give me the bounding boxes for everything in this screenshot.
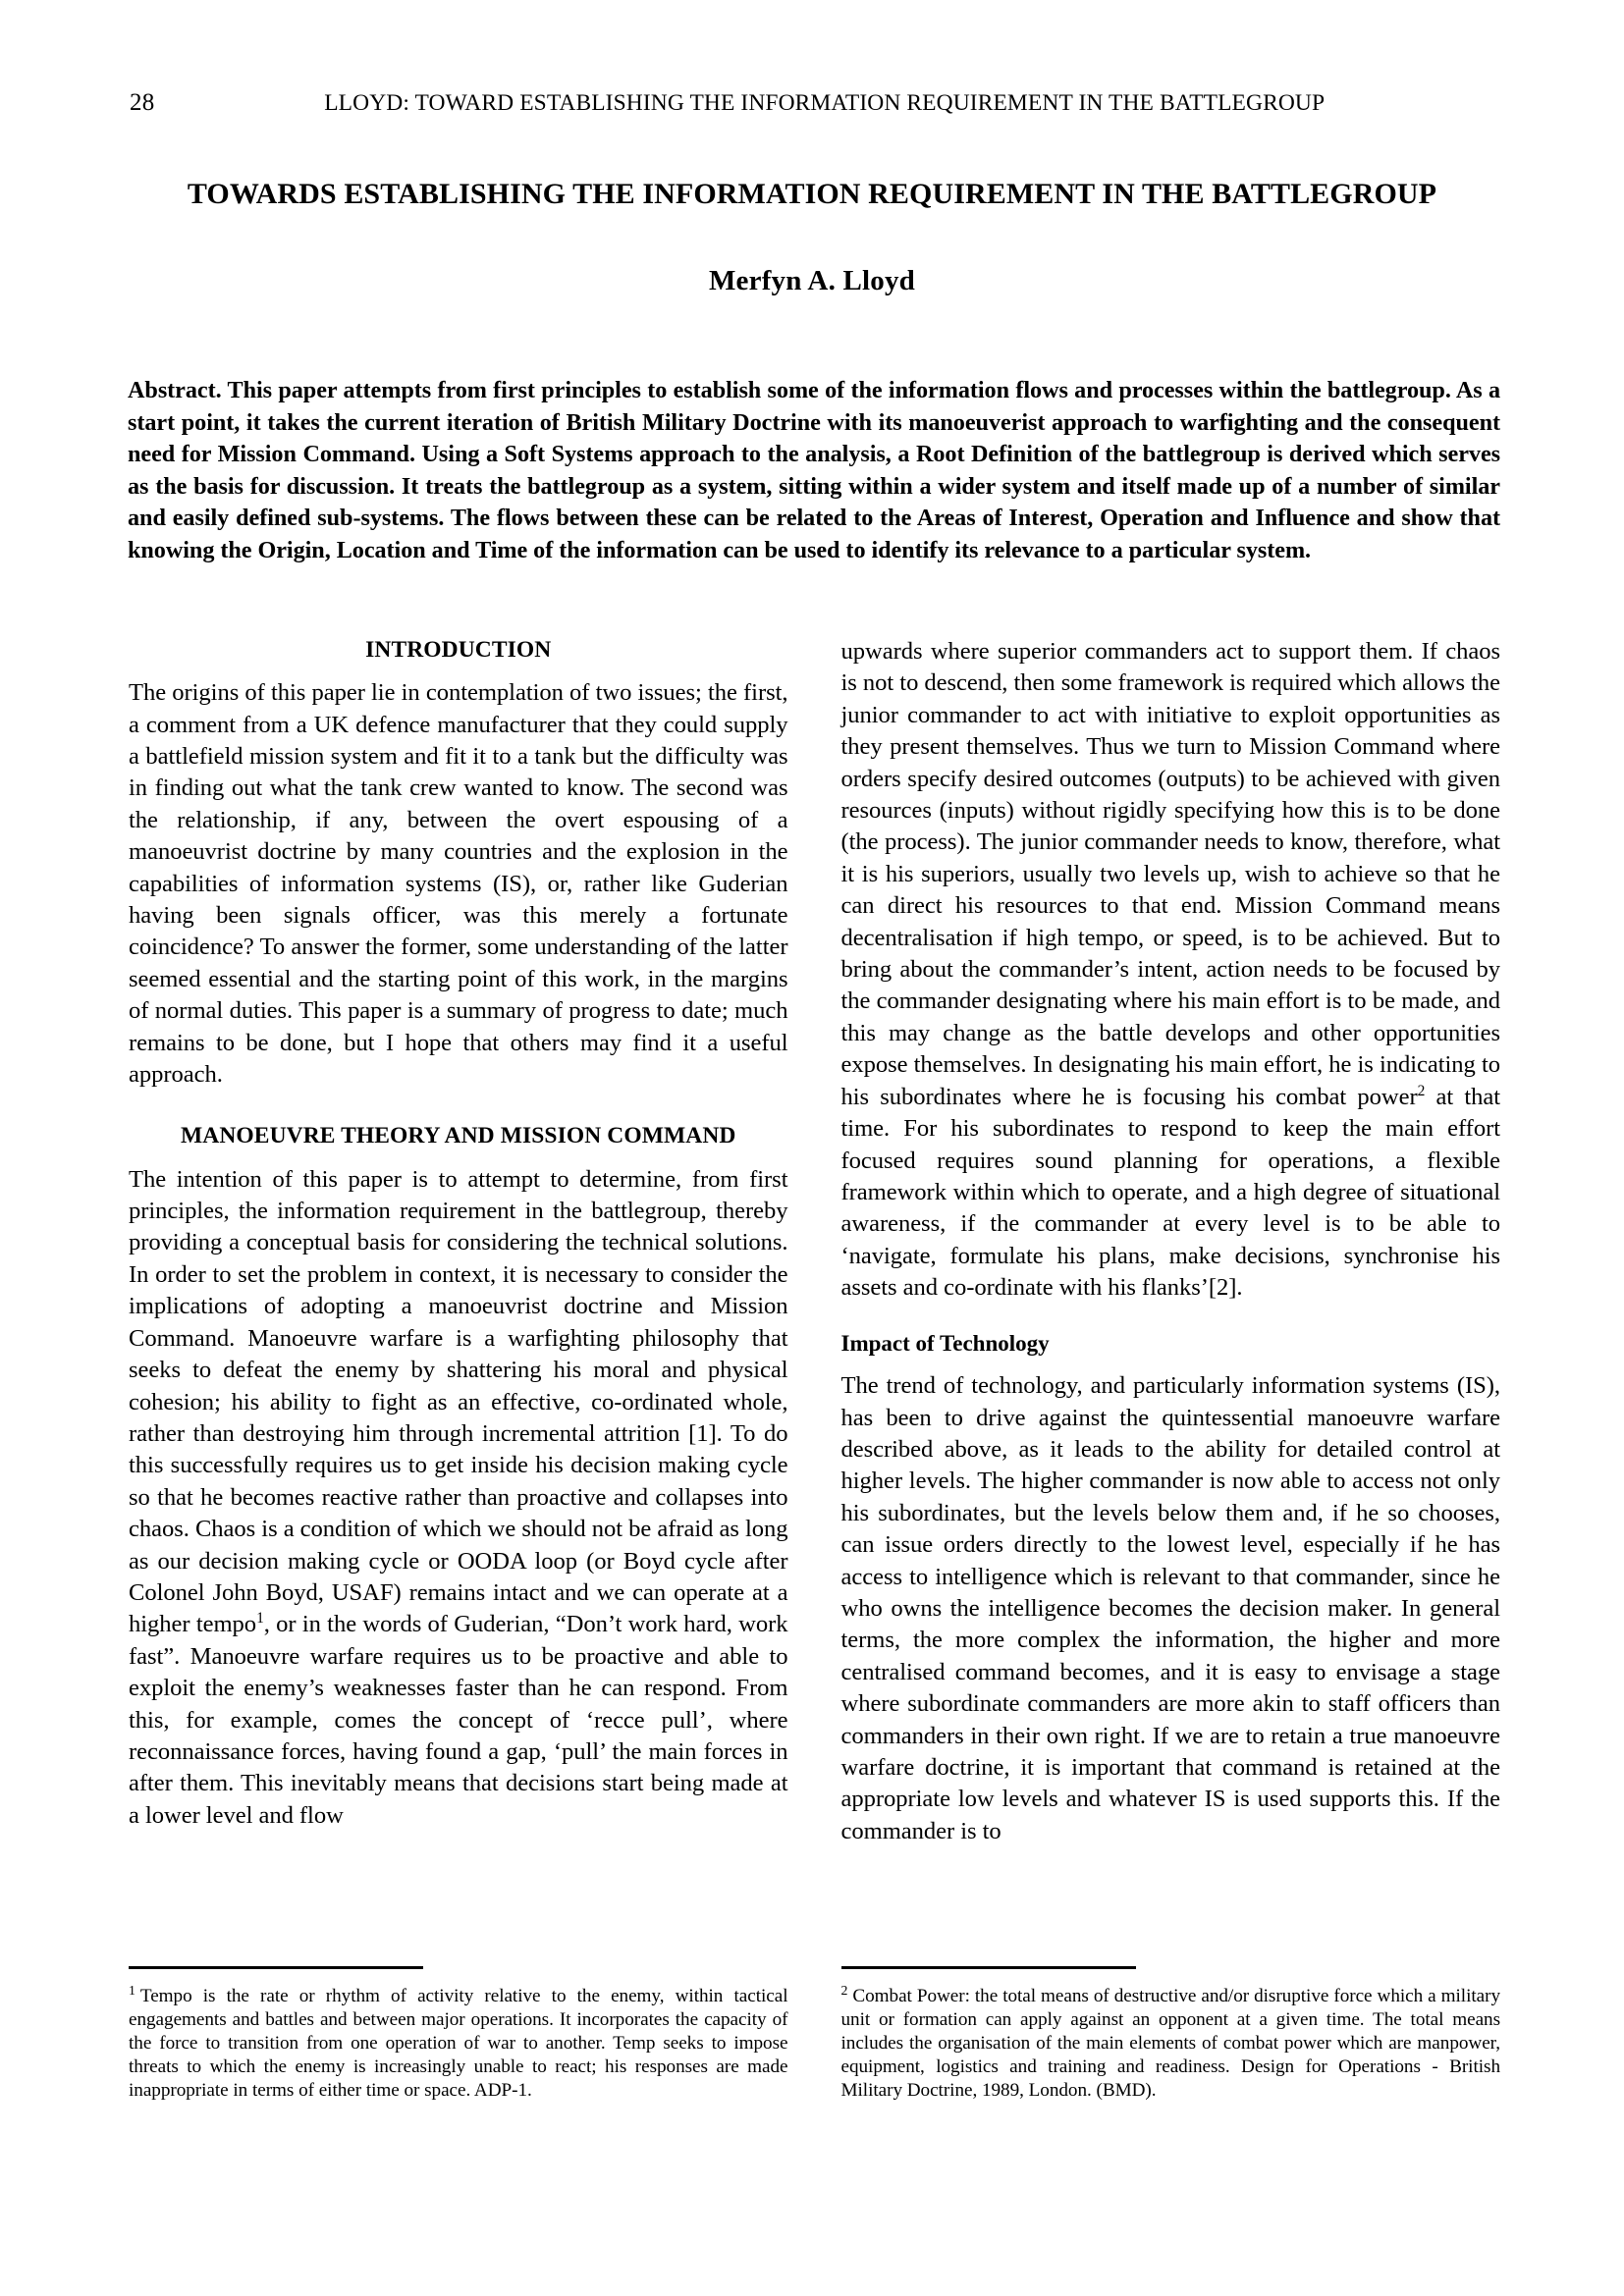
footnote-left bbox=[129, 1966, 788, 2103]
right-column bbox=[841, 636, 1501, 1922]
author-name: Merfyn A. Lloyd bbox=[708, 264, 916, 296]
continued-paragraph-part2: at that time. For his subordinates to respond to keep the main effort focused requires sound planning for operations, a flexible framework within which to operate, and a high degree of situational awareness, if the commander at every level is to be able to ‘navigate, formulate his plans, make decisions, synchronise his assets and co-ordinate with his flanks’[2]. bbox=[840, 1083, 1500, 1302]
body-columns bbox=[129, 636, 1500, 1922]
footnote-1-body: Tempo is the rate or rhythm of activity relative to the enemy, within tactical engagements and battles and between major operations. It incorporates the capacity of the force to transition from one operation of war to another. Temp seeks to impose threats to which the enemy is increasingly unable to react; his responses are made inappropriate in terms of either time or space. ADP-1. bbox=[129, 1986, 788, 2101]
intro-paragraph: The origins of this paper lie in contemplation of two issues; the first, a comment from a UK defence manufacturer that they could supply a battlefield mission system and fit it to a tank but the difficulty was in finding out what the tank crew wanted to know. The second was the relationship, if any, between the overt espousing of a manoeuvrist doctrine by many countries and the explosion in the capabilities of information systems (IS), or, rather like Guderian having been signals officer, was this merely a fortunate coincidence? To answer the former, some understanding of the latter seemed essential and the starting point of this work, in the margins of normal duties. This paper is a summary of progress to date; much remains to be done, but I hope that others may find it a useful approach. bbox=[129, 679, 788, 1089]
footnote-right bbox=[841, 1966, 1501, 2103]
title-block bbox=[157, 175, 1467, 297]
page-number: 28 bbox=[130, 89, 155, 116]
subsection-heading-impact-of-technology: Impact of Technology bbox=[840, 1330, 1050, 1356]
running-head bbox=[130, 90, 1530, 117]
footnote-marker-combat-power[interactable]: 2 bbox=[1417, 1082, 1426, 1099]
footnote-2-body: Combat Power: the total means of destructive and/or disruptive force which a military unit or formation can apply against an opponent at a given time. The total means includes the organisation of the main elements of combat power which are manpower, equipment, logistics and training and readiness. Design for Operations - British Military Doctrine, 1989, London. (BMD). bbox=[840, 1986, 1500, 2101]
footnote-2-marker: 2 bbox=[840, 1982, 848, 1998]
manoeuvre-paragraph-part2: , or in the words of Guderian, “Don’t work hard, work fast”. Manoeuvre warfare requires us to be proactive and able to exploit the enemy’s weaknesses faster than he can respond. From this, for example, comes the concept of ‘recce pull’, where reconnaissance forces, having found a gap, ‘pull’ the main forces in after them. This inevitably means that decisions start being made at a lower level and flow bbox=[129, 1611, 788, 1829]
page-title: TOWARDS ESTABLISHING THE INFORMATION REQUIREMENT IN THE BATTLEGROUP bbox=[187, 178, 1437, 210]
footnotes-area bbox=[129, 1966, 1500, 2103]
continued-paragraph bbox=[841, 636, 1501, 1305]
manoeuvre-paragraph-part1: The intention of this paper is to attempt to determine, from first principles, the information requirement in the battlegroup, thereby providing a conceptual basis for considering the technical solutions. In order to set the problem in context, it is necessary to consider the implications of adopting a manoeuvrist doctrine and Mission Command. Manoeuvre warfare is a warfighting philosophy that seeks to defeat the enemy by shattering his moral and physical cohesion; his ability to fight as an effective, co-ordinated whole, rather than destroying him through incremental attrition [1]. To do this successfully requires us to get inside his decision making cycle so that he becomes reactive rather than proactive and collapses into chaos. Chaos is a condition of which we should not be afraid as long as our decision making cycle or OODA loop (or Boyd cycle after Colonel John Boyd, USAF) remains intact and we can operate at a higher tempo bbox=[129, 1165, 788, 1638]
footnote-1-text bbox=[129, 1982, 788, 2103]
footnote-2-text bbox=[840, 1982, 1501, 2103]
footnote-separator-rule-right bbox=[841, 1966, 1136, 1969]
section-heading-introduction: INTRODUCTION bbox=[365, 637, 552, 663]
manoeuvre-paragraph bbox=[129, 1164, 788, 1833]
impact-paragraph: The trend of technology, and particularly information systems (IS), has been to drive against the quintessential manoeuvre warfare described above, as it leads to the ability for detailed control at higher levels. The higher commander is now able to access not only his subordinates, but the levels below them and, if he so chooses, can issue orders directly to the lowest level, especially if he has access to intelligence which is relevant to that commander, since he who owns the intelligence becomes the decision maker. In general terms, the more complex the information, the higher and more centralised command becomes, and it is easy to envisage a stage where subordinate commanders are more akin to staff officers than commanders in their own right. If we are to retain a true manoeuvre warfare doctrine, it is important that command is retained at the appropriate low levels and whatever IS is used supports this. If the commander is to bbox=[840, 1372, 1500, 1844]
footnote-marker-tempo[interactable]: 1 bbox=[256, 1610, 264, 1628]
footnote-1-marker: 1 bbox=[129, 1982, 135, 1998]
footnote-separator-rule bbox=[129, 1966, 423, 1969]
running-head-title: LLOYD: TOWARD ESTABLISHING THE INFORMATION REQUIREMENT IN THE BATTLEGROUP bbox=[324, 90, 1326, 116]
abstract: Abstract. This paper attempts from first principles to establish some of the information flows and processes within the battlegroup. As a start point, it takes the current iteration of British Military Doctrine with its manoeuverist approach to warfighting and the consequent need for Mission Command. Using a Soft Systems approach to the analysis, a Root Definition of the battlegroup is derived which serves as the basis for discussion. It treats the battlegroup as a system, sitting within a wider system and itself made up of a number of similar and easily defined sub-systems. The flows between these can be related to the Areas of Interest, Operation and Influence and show that knowing the Origin, Location and Time of the information can be used to identify its relevance to a particular system. bbox=[128, 377, 1500, 563]
section-heading-manoeuvre-theory: MANOEUVRE THEORY AND MISSION COMMAND bbox=[181, 1123, 736, 1149]
left-column bbox=[129, 636, 788, 1922]
continued-paragraph-part1: upwards where superior commanders act to support them. If chaos is not to descend, then some framework is required which allows the junior commander to act with initiative to exploit opportunities as they present themselves. Thus we turn to Mission Command where orders specify desired outcomes (outputs) to be achieved with given resources (inputs) without rigidly specifying how this is to be done (the process). The junior commander needs to know, therefore, what it is his superiors, usually two levels up, wish to achieve so that he can direct his resources to that end. Mission Command means decentralisation if high tempo, or speed, is to be achieved. But to bring about the commander’s intent, action needs to be focused by the commander designating where his main effort is to be made, and this may change as the battle develops and other opportunities expose themselves. In designating his main effort, he is indicating to his subordinates where he is focusing his combat power bbox=[840, 638, 1500, 1110]
